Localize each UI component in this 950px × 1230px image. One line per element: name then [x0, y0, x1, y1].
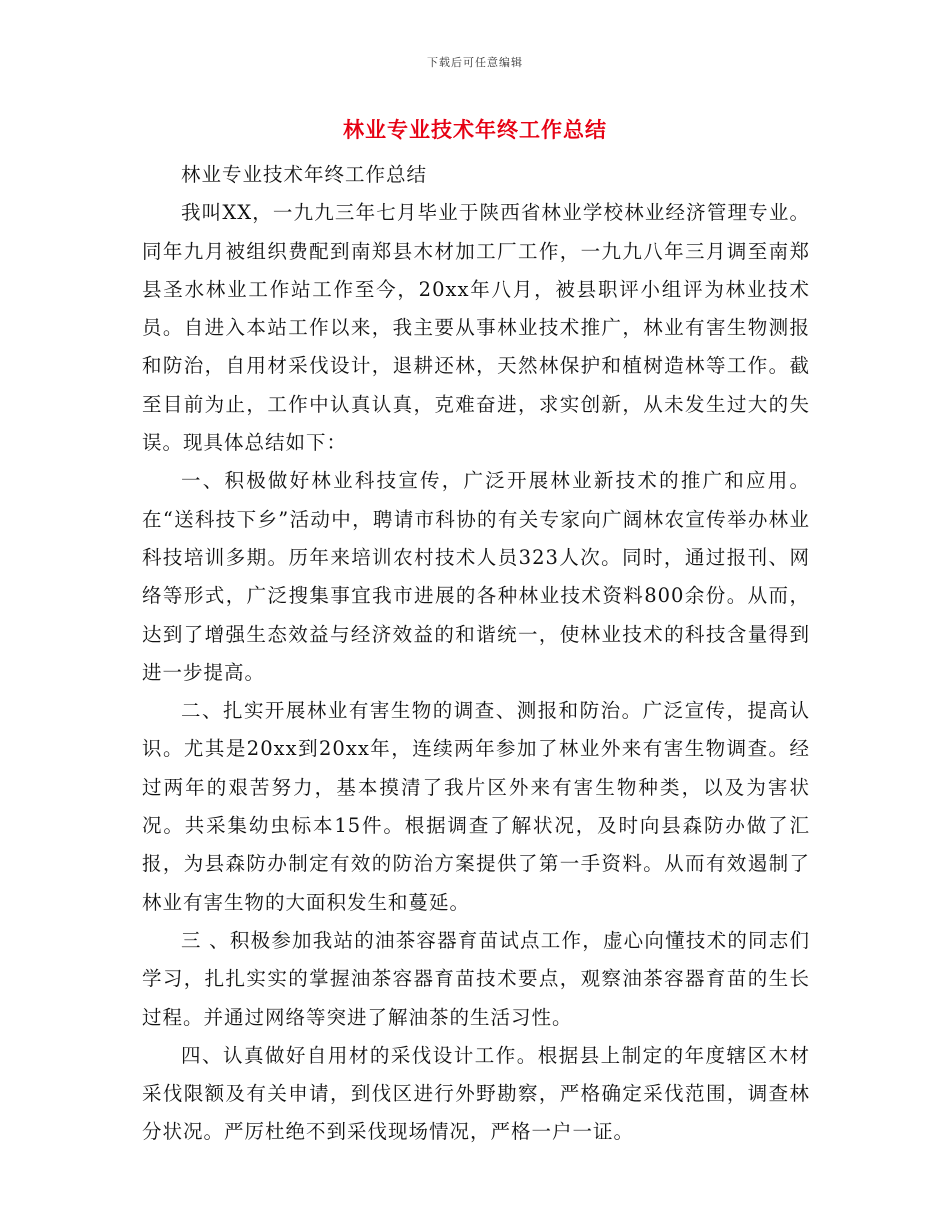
- document-body: [142, 156, 810, 1152]
- paragraph-section-4: 四、认真做好自用材的采伐设计工作。根据县上制定的年度辖区木材采伐限额及有关申请，到伐区进行外野勘察，严格确定采伐范围，调查林分状况。严厉杜绝不到采伐现场情况，严格一户一证。: [142, 1043, 810, 1144]
- document-title: 林业专业技术年终工作总结: [343, 118, 607, 142]
- paragraph-section-1: 一、积极做好林业科技宣传，广泛开展林业新技术的推广和应用。在“送科技下乡”活动中，聘请市科协的有关专家向广阔林农宣传举办林业科技培训多期。历年来培训农村技术人员323人次。同时，通过报刊、网络等形式，广泛搜集事宜我市进展的各种林业技术资料800余份。从而，达到了增强生态效益与经济效益的和谐统一，使林业技术的科技含量得到进一步提高。: [142, 469, 810, 684]
- paragraph-subtitle: 林业专业技术年终工作总结: [181, 163, 428, 186]
- header-note: 下载后可任意编辑: [427, 56, 523, 69]
- paragraph-introduction: 我叫XX，一九九三年七月毕业于陕西省林业学校林业经济管理专业。同年九月被组织费配到南郑县木材加工厂工作，一九九八年三月调至南郑县圣水林业工作站工作至今，20xx年八月，被县职评小组评为林业技术员。自进入本站工作以来，我主要从事林业技术推广，林业有害生物测报和防治，自用材采伐设计，退耕还林，天然林保护和植树造林等工作。截至目前为止，工作中认真认真，克难奋进，求实创新，从未发生过大的失误。现具体总结如下：: [142, 201, 810, 455]
- paragraph-section-2: 二、扎实开展林业有害生物的调查、测报和防治。广泛宣传，提高认识。尤其是20xx到20xx年，连续两年参加了林业外来有害生物调查。经过两年的艰苦努力，基本摸清了我片区外来有害生物种类，以及为害状况。共采集幼虫标本15件。根据调查了解状况，及时向县森防办做了汇报，为县森防办制定有效的防治方案提供了第一手资料。从而有效遏制了林业有害生物的大面积发生和蔓延。: [142, 699, 810, 914]
- paragraph-section-3: 三 、积极参加我站的油茶容器育苗试点工作，虚心向懂技术的同志们学习，扎扎实实的掌握油茶容器育苗技术要点，观察油茶容器育苗的生长过程。并通过网络等突进了解油茶的生活习性。: [142, 928, 810, 1029]
